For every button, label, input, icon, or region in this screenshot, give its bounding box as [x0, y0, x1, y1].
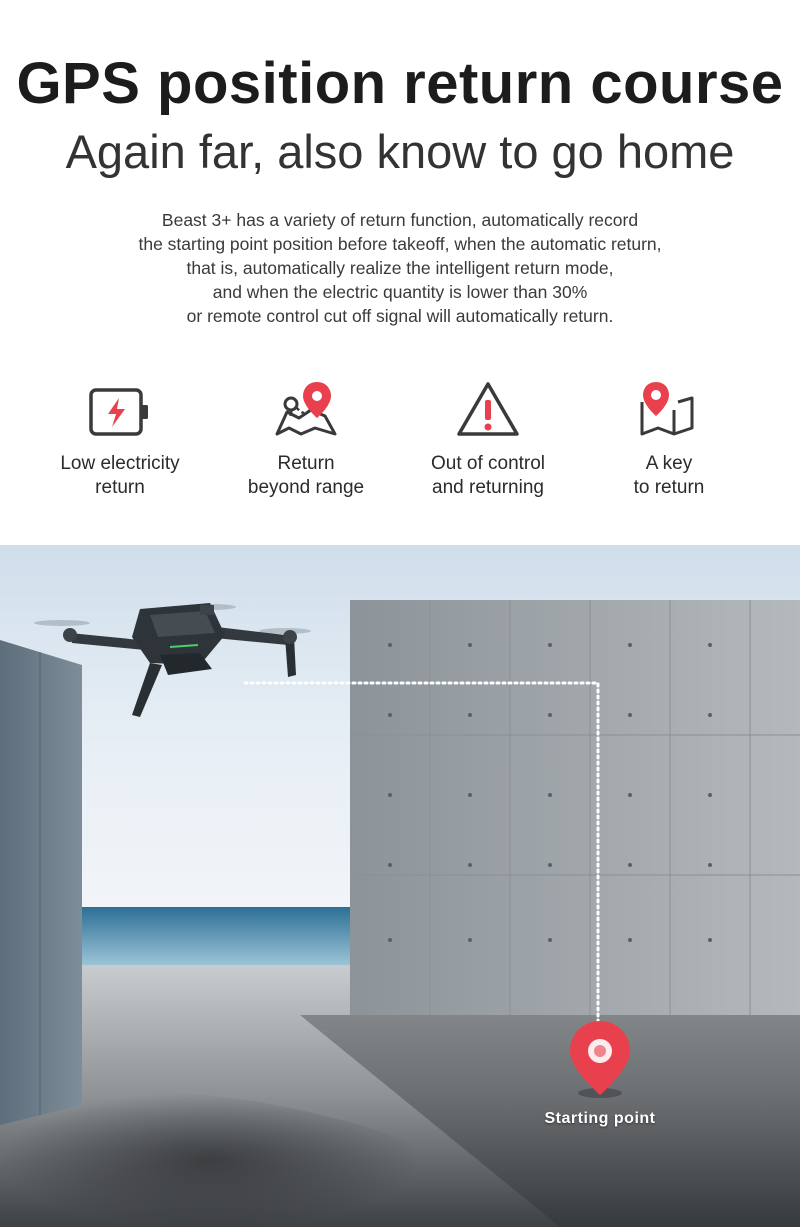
feature-label: Low electricity return — [60, 453, 180, 498]
return-home-scene — [0, 545, 800, 1227]
description-line: Beast 3+ has a variety of return function, automatically record — [161, 210, 639, 230]
scene-illustration — [0, 545, 800, 1227]
feature-out-of-control — [388, 378, 588, 500]
feature-label: Out of control and returning — [430, 453, 546, 498]
page-title: GPS position return course — [16, 51, 784, 116]
feature-list — [0, 378, 800, 508]
description-line: the starting point position before takeoff, when the automatic return, — [138, 234, 662, 254]
description-line: or remote control cut off signal will automatically return. — [186, 306, 614, 326]
warning-triangle-icon — [453, 378, 523, 442]
feature-low-electricity — [20, 378, 220, 500]
map-location-icon — [634, 378, 704, 442]
low-battery-icon — [85, 378, 155, 442]
map-pin-route-icon — [271, 378, 341, 442]
page-subtitle: Again far, also know to go home — [65, 125, 735, 178]
starting-point-label: Starting point — [544, 1110, 656, 1127]
feature-label: Return beyond range — [247, 453, 365, 498]
feature-label: A key to return — [633, 453, 705, 498]
description — [60, 208, 740, 328]
feature-beyond-range — [206, 378, 406, 500]
feature-one-key-return — [569, 378, 769, 500]
description-line: that is, automatically realize the intelligent return mode, — [186, 258, 614, 278]
description-line: and when the electric quantity is lower than 30% — [212, 282, 588, 302]
